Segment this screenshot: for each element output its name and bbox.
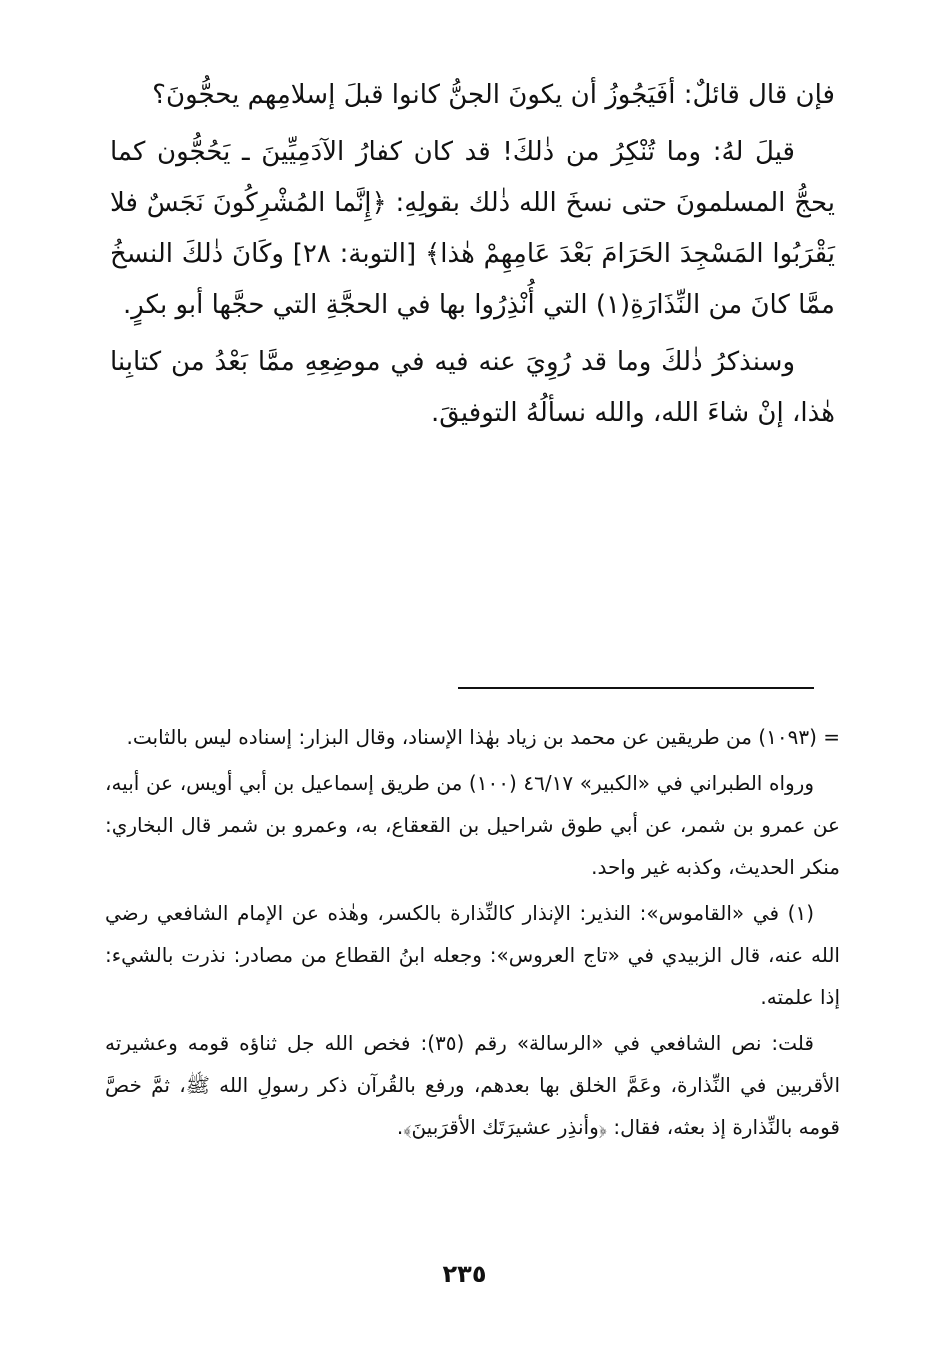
footnote-1-qamus: (١) في «القاموس»: النذير: الإنذار كالنِّذارة بالكسر، وهٰذه عن الإمام الشافعي رضي الله عنه، قال الزبيدي في «تاج العروس»: وجعله ابنُ القطاع من مصادر: نذرت بالشيء: إذا علمته. bbox=[105, 901, 840, 1009]
page-number: ٢٣٥ bbox=[442, 1260, 487, 1288]
footnotes-section bbox=[105, 716, 840, 1148]
main-text-body bbox=[110, 70, 835, 439]
paragraph-question: فإن قال قائلٌ: أفَيَجُوزُ أن يكونَ الجنُّ كانوا قبلَ إسلامِهم يحجُّونَ؟ bbox=[152, 80, 835, 110]
footnote-1-shafii: قلت: نص الشافعي في «الرسالة» رقم (٣٥): فخص الله جل ثناؤه قومه وعشيرته الأقربين في النِّذارة، وعَمَّ الخلق بها بعدهم، ورفع بالقُرآن ذكر رسولِ الله ﷺ، ثمَّ خصَّ قومه بالنِّذارة إذ بعثه، فقال: ﴿وأنذِر عشيرَتَك الأقرَبينَ﴾. bbox=[105, 1031, 840, 1139]
paragraph-closing: وسنذكرُ ذٰلكَ وما قد رُوِيَ عنه فيه في موضِعِهِ ممَّا بَعْدُ من كتابِنا هٰذا، إنْ شاءَ الله، والله نسألُهُ التوفيقَ. bbox=[110, 347, 835, 428]
paragraph-answer: قيلَ لهُ: وما تُنْكِرُ من ذٰلكَ! قد كان كفارُ الآدَمِيِّينَ ـ يَحُجُّون كما يحجُّ المسلمونَ حتى نسخَ الله ذٰلك بقولِهِ: ﴿إِنَّما المُشْرِكُونَ نَجَسٌ فلا يَقْرَبُوا المَسْجِدَ الحَرَامَ بَعْدَ عَامِهِمْ هٰذا﴾ [التوبة: ٢٨] وكَانَ ذٰلكَ النسخُ ممَّا كانَ من النِّذَارَةِ(١) التي أُنْذِرُوا بها في الحجَّةِ التي حجَّها أبو بكرٍ. bbox=[110, 137, 835, 320]
footnote-separator bbox=[458, 687, 814, 689]
footnote-tabarani: ورواه الطبراني في «الكبير» ٤٦/١٧ (١٠٠) من طريق إسماعيل بن أبي أويس، عن أبيه، عن عمرو بن شمر، عن أبي طوق شراحيل بن القعقاع، به، وعمرو بن شمر قال البخاري: منكر الحديث، وكذبه غير واحد. bbox=[105, 771, 840, 879]
footnote-continuation: = (١٠٩٣) من طريقين عن محمد بن زياد بهٰذا الإسناد، وقال البزار: إسناده ليس بالثابت. bbox=[126, 725, 840, 749]
